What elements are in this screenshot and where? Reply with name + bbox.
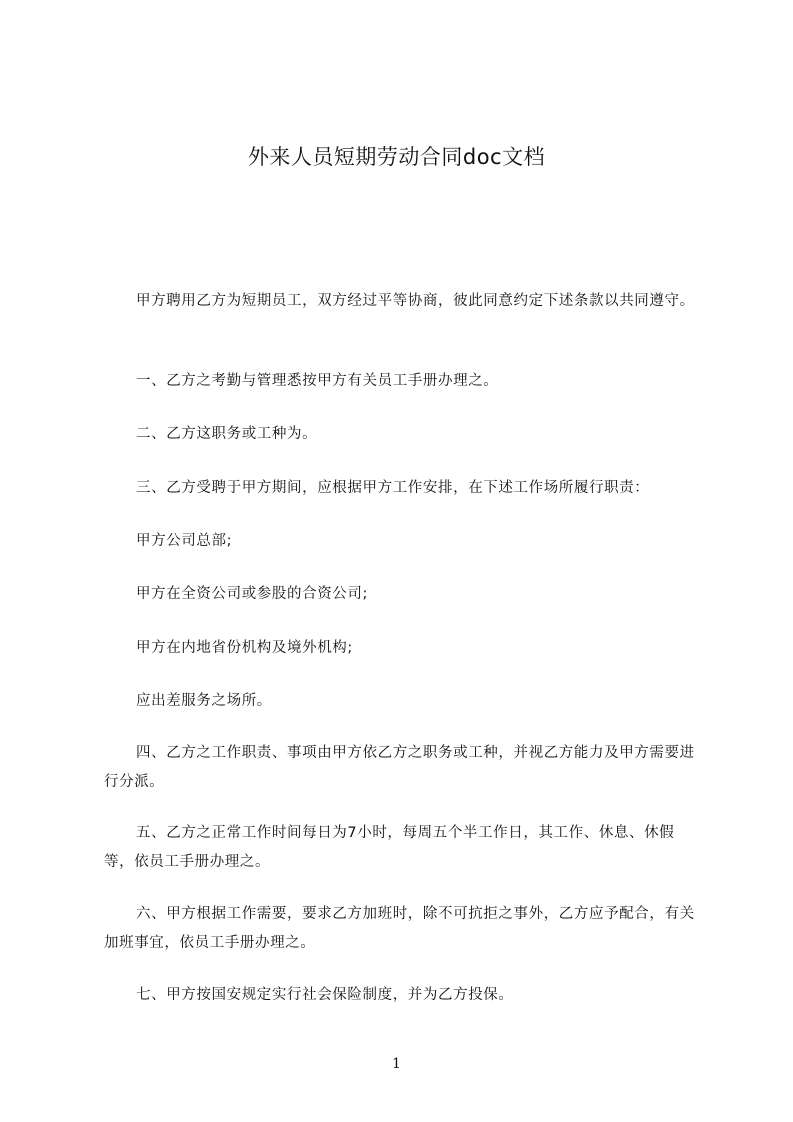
clause-6: 六、甲方根据工作需要，要求乙方加班时，除不可抗拒之事外，乙方应予配合，有关加班事宜，依员工手册办理之。 [104,906,695,951]
intro-paragraph: 甲方聘用乙方为短期员工，双方经过平等协商，彼此同意约定下述条款以共同遵守。 [136,293,695,309]
page-number: 1 [392,1056,401,1072]
workplace-item-2: 甲方在全资公司或参股的合资公司; [136,586,368,602]
clause-7: 七、甲方按国安规定实行社会保险制度，并为乙方投保。 [136,987,514,1003]
workplace-item-4: 应出差服务之场所。 [136,693,272,709]
workplace-item-3: 甲方在内地省份机构及境外机构; [136,640,353,656]
clause-1: 一、乙方之考勤与管理悉按甲方有关员工手册办理之。 [136,373,499,389]
clause-5: 五、乙方之正常工作时间每日为7小时，每周五个半工作日，其工作、休息、休假等，依员工手册办理之。 [104,825,675,870]
clause-2: 二、乙方这职务或工种为。 [136,426,318,442]
clause-4: 四、乙方之工作职责、事项由甲方依乙方之职务或工种，并视乙方能力及甲方需要进行分派。 [104,745,695,790]
document-title: 外来人员短期劳动合同doc文档 [247,145,546,169]
clause-3: 三、乙方受聘于甲方期间，应根据甲方工作安排，在下述工作场所履行职责： [136,480,650,496]
workplace-item-1: 甲方公司总部; [136,533,233,549]
